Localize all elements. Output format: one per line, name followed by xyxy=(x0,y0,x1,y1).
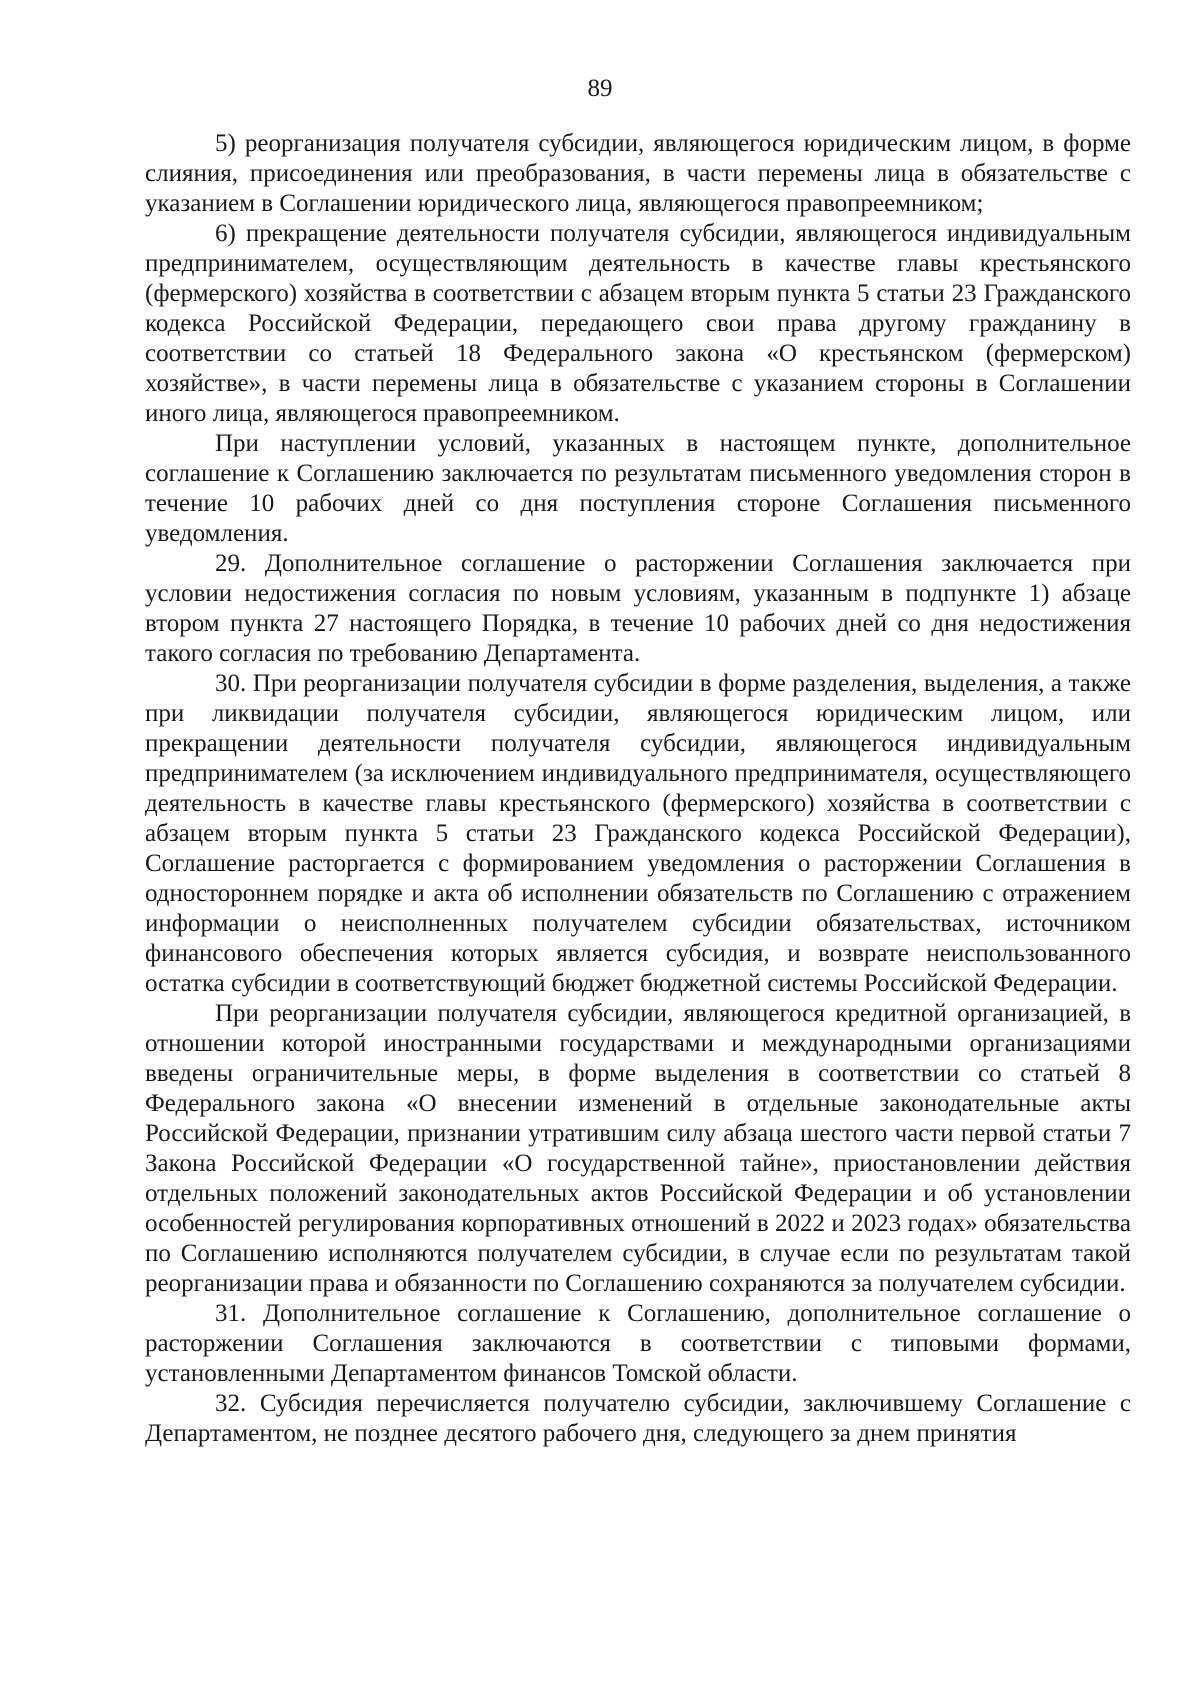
paragraph-clause-31: 31. Дополнительное соглашение к Соглашению, дополнительное соглашение о расторжении Соглашения заключаются в соответствии с типовыми формами, установленными Департаментом финансов Томской области. xyxy=(145,1300,1131,1387)
paragraph-item-6: 6) прекращение деятельности получателя субсидии, являющегося индивидуальным предпринимателем, осуществляющим деятельность в качестве главы крестьянского (фермерского) хозяйства в соответствии с абзацем вторым пункта 5 статьи 23 Гражданского кодекса Российской Федерации, передающего свои права другому гражданину в соответствии со статьей 18 Федерального закона «О крестьянском (фермерском) хозяйстве», в части перемены лица в обязательстве с указанием стороны в Соглашении иного лица, являющегося правопреемником. xyxy=(145,220,1131,427)
page-number: 89 xyxy=(587,75,613,102)
paragraph-clause-30: 30. При реорганизации получателя субсидии в форме разделения, выделения, а также при ликвидации получателя субсидии, являющегося юридическим лицом, или прекращении деятельности получателя субсидии, являющегося индивидуальным предпринимателем (за исключением индивидуального предпринимателя, осуществляющего деятельность в качестве главы крестьянского (фермерского) хозяйства в соответствии с абзацем вторым пункта 5 статьи 23 Гражданского кодекса Российской Федерации), Соглашение расторгается с формированием уведомления о расторжении Соглашения в одностороннем порядке и акта об исполнении обязательств по Соглашению с отражением информации о неисполненных получателем субсидии обязательствах, источником финансового обеспечения которых является субсидия, и возврате неиспользованного остатка субсидии в соответствующий бюджет бюджетной системы Российской Федерации. xyxy=(145,670,1131,997)
paragraph-conditions: При наступлении условий, указанных в настоящем пункте, дополнительное соглашение к Соглашению заключается по результатам письменного уведомления сторон в течение 10 рабочих дней со дня поступления стороне Соглашения письменного уведомления. xyxy=(145,430,1131,547)
paragraph-credit-organization: При реорганизации получателя субсидии, являющегося кредитной организацией, в отношении которой иностранными государствами и международными организациями введены ограничительные меры, в форме выделения в соответствии со статьей 8 Федерального закона «О внесении изменений в отдельные законодательные акты Российской Федерации, признании утратившим силу абзаца шестого части первой статьи 7 Закона Российской Федерации «О государственной тайне», приостановлении действия отдельных положений законодательных актов Российской Федерации и об установлении особенностей регулирования корпоративных отношений в 2022 и 2023 годах» обязательства по Соглашению исполняются получателем субсидии, в случае если по результатам такой реорганизации права и обязанности по Соглашению сохраняются за получателем субсидии. xyxy=(145,1000,1131,1297)
document-body xyxy=(145,129,1131,1449)
paragraph-clause-32: 32. Субсидия перечисляется получателю субсидии, заключившему Соглашение с Департаментом, не позднее десятого рабочего дня, следующего за днем принятия xyxy=(145,1390,1131,1447)
paragraph-clause-29: 29. Дополнительное соглашение о расторжении Соглашения заключается при условии недостижения согласия по новым условиям, указанным в подпункте 1) абзаце втором пункта 27 настоящего Порядка, в течение 10 рабочих дней со дня недостижения такого согласия по требованию Департамента. xyxy=(145,550,1131,667)
paragraph-item-5: 5) реорганизация получателя субсидии, являющегося юридическим лицом, в форме слияния, присоединения или преобразования, в части перемены лица в обязательстве с указанием в Соглашении юридического лица, являющегося правопреемником; xyxy=(145,130,1131,217)
